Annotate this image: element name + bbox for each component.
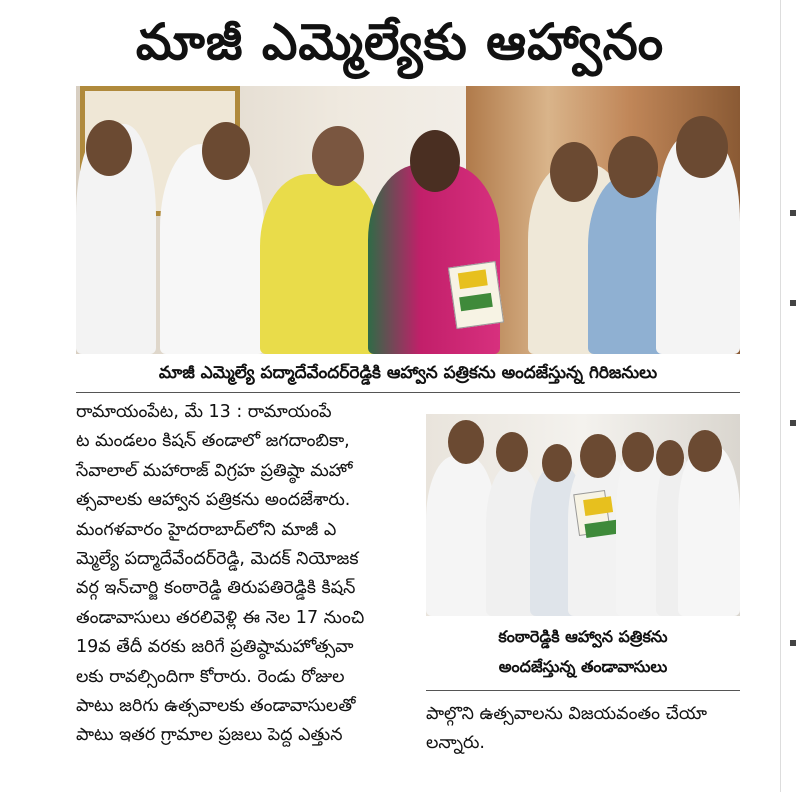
side-photo-caption (426, 622, 740, 682)
edge-mark (790, 420, 796, 426)
person-head (202, 122, 250, 180)
side-text-line: పాల్గొని ఉత్సవాలను విజయవంతం చేయా (426, 704, 707, 724)
article-body (76, 398, 408, 751)
article-line: వర్గ ఇన్‌చార్జి కంఠారెడ్డి తిరుపతిరెడ్డికి కిషన్ (76, 578, 356, 599)
article-line: తండావాసులు తరలివెళ్లి ఈ నెల 17 నుంచి (76, 607, 365, 628)
side-caption-line: కంఠారెడ్డికి ఆహ్వాన పత్రికను (498, 627, 668, 646)
side-text (426, 700, 740, 759)
person (260, 174, 382, 354)
side-photo (426, 414, 740, 616)
article-line: మంగళవారం హైదరాబాద్‌లోని మాజీ ఎ (76, 519, 337, 540)
person-head (622, 432, 654, 472)
edge-mark (790, 640, 796, 646)
person-head (676, 116, 728, 178)
person (678, 446, 740, 616)
edge-mark (790, 210, 796, 216)
edge-mark (790, 300, 796, 306)
article-line: సేవాలాల్ మహారాజ్ విగ్రహ ప్రతిష్ఠా మహో (76, 460, 353, 481)
article-line: ట మండలం కిషన్ తండాలో జగదాంబికా, (76, 431, 350, 452)
person-head (550, 142, 598, 202)
article-line: 19వ తేదీ వరకు జరిగే ప్రతిష్ఠామహోత్సవా (76, 637, 354, 658)
headline: మాజీ ఎమ్మెల్యేకు ఆహ్వానం (135, 13, 665, 71)
person-head (448, 420, 484, 464)
invitation-card (573, 490, 611, 536)
article-line: పాటు జరిగు ఉత్సవాలకు తండావాసులతో (76, 696, 356, 717)
divider-side (426, 690, 740, 691)
person-head (608, 136, 658, 198)
adjacent-column-edge (780, 0, 800, 792)
main-photo (76, 86, 740, 354)
person-head (580, 434, 616, 478)
divider-top (76, 392, 740, 393)
person-head (86, 120, 132, 176)
person-head (410, 130, 460, 192)
article-line: మ్మెల్యే పద్మాదేవేందర్‌రెడ్డి, మెదక్ నియోజక (76, 549, 359, 570)
article-line: త్సవాలకు ఆహ్వాన పత్రికను అందజేశారు. (76, 490, 351, 511)
person-head (312, 126, 364, 186)
person-head (496, 432, 528, 472)
side-text-line: లన్నారు. (426, 733, 485, 754)
person-head (542, 444, 572, 482)
article-line: రామాయంపేట, మే 13 : రామాయంపే (76, 402, 332, 422)
person (160, 144, 264, 354)
article-line: లకు రావల్సిందిగా కోరారు. రెండు రోజుల (76, 666, 345, 687)
person-head (656, 440, 684, 476)
main-photo-caption: మాజీ ఎమ్మెల్యే పద్మాదేవేందర్‌రెడ్డికి ఆహ్వాన పత్రికను అందజేస్తున్న గిరిజనులు (158, 363, 658, 383)
invitation-card (448, 261, 504, 329)
side-caption-line: అందజేస్తున్న తండావాసులు (498, 657, 668, 676)
article-line: పాటు ఇతర గ్రామాల ప్రజలు పెద్ద ఎత్తున (76, 725, 343, 746)
person-head (688, 430, 722, 472)
